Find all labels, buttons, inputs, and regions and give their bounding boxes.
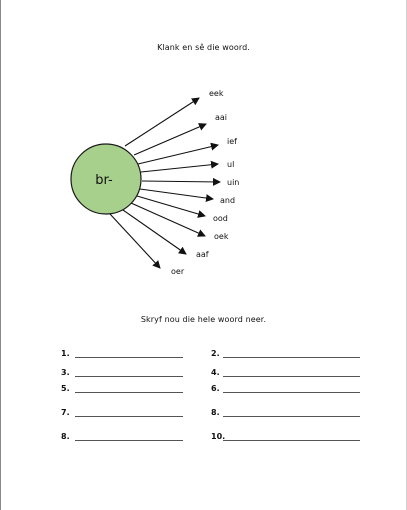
word-ending-8: oek [214, 232, 229, 241]
answer-number: 10. [211, 432, 226, 441]
answer-writing-line[interactable] [223, 357, 360, 358]
word-ending-7: ood [213, 214, 228, 223]
answer-writing-line[interactable] [223, 392, 360, 393]
word-ending-4: ul [227, 160, 235, 169]
arrow-4 [141, 164, 218, 172]
prefix-label: br- [95, 173, 113, 188]
word-ending-9: aaf [196, 250, 209, 259]
answer-writing-line[interactable] [223, 376, 360, 377]
arrow-1 [125, 98, 199, 146]
instruction-text: Skryf nou die hele woord neer. [140, 315, 267, 324]
page-title: Klank en sê die woord. [157, 43, 250, 52]
word-ending-1: eek [209, 89, 224, 98]
word-ending-5: uin [227, 178, 240, 187]
answer-writing-line[interactable] [75, 440, 183, 441]
answer-writing-line[interactable] [75, 416, 183, 417]
answer-number: 8. [61, 432, 70, 441]
answer-number: 8. [211, 408, 220, 417]
arrow-7 [137, 196, 205, 216]
answer-writing-line[interactable] [75, 357, 183, 358]
answer-number: 3. [61, 368, 70, 377]
answer-number: 1. [61, 349, 70, 358]
answer-number: 4. [211, 368, 220, 377]
arrow-6 [140, 189, 213, 199]
answer-writing-line[interactable] [75, 376, 183, 377]
arrow-10 [110, 214, 160, 268]
word-ending-3: ief [227, 137, 237, 146]
word-ending-2: aai [215, 113, 228, 122]
answer-number: 2. [211, 349, 220, 358]
answer-writing-line[interactable] [75, 392, 183, 393]
answer-writing-line[interactable] [223, 416, 360, 417]
word-ending-6: and [220, 196, 236, 205]
arrow-9 [123, 210, 186, 254]
answer-number: 7. [61, 408, 70, 417]
word-ending-10: oer [171, 267, 185, 276]
arrow-5 [142, 181, 220, 182]
answer-writing-line[interactable] [223, 440, 360, 441]
answer-number: 5. [61, 384, 70, 393]
arrow-8 [131, 203, 205, 236]
answer-number: 6. [211, 384, 220, 393]
